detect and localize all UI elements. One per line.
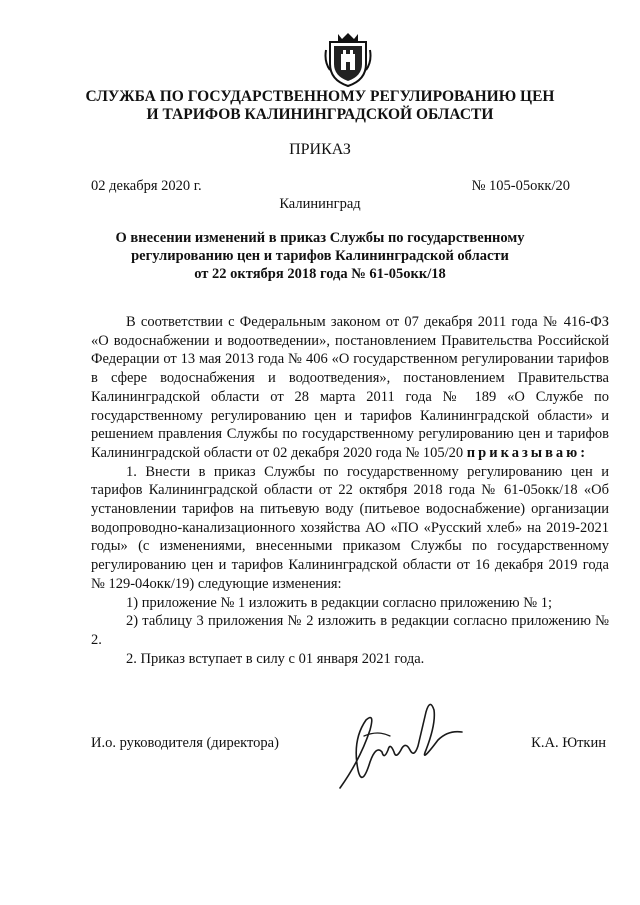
coat-of-arms-icon [324, 30, 372, 88]
agency-line-1: СЛУЖБА ПО ГОСУДАРСТВЕННОМУ РЕГУЛИРОВАНИЮ ЦЕН [85, 88, 555, 105]
sub-item-2-paragraph: 2) таблицу 3 приложения № 2 изложить в редакции согласно приложению № 2. [91, 613, 609, 648]
preamble-text: В соответствии с Федеральным законом от 07 декабря 2011 года № 416-ФЗ «О водоснабжении и водоотведении», постановлением Правительства Российской Федерации от 13 мая 2013 года № 406 «О государственном регулировании тарифов в сфере водоснабжения и водоотведения», постановлением Правительства Калининградской области от 28 марта 2011 года № 189 «О Службе по государственному регулированию цен и тарифов Калининградской области» и решением правления Службы по государственному регулированию цен и тарифов Калининградской области от 02 декабря 2020 года № 105/20 [91, 314, 609, 461]
preamble-paragraph [91, 313, 609, 463]
order-word: приказываю: [466, 444, 589, 461]
document-date: 02 декабря 2020 г. [91, 178, 202, 194]
agency-name [0, 88, 640, 124]
document-number: № 105-05окк/20 [471, 178, 570, 194]
document-subject [0, 229, 640, 283]
item-2-paragraph: 2. Приказ вступает в силу с 01 января 2021 года. [126, 650, 425, 667]
document-type: ПРИКАЗ [289, 141, 351, 158]
signatory-name: К.А. Юткин [531, 735, 606, 751]
agency-line-2: И ТАРИФОВ КАЛИНИНГРАДСКОЙ ОБЛАСТИ [146, 106, 494, 123]
handwritten-signature [330, 690, 480, 805]
sub-item-1-paragraph: 1) приложение № 1 изложить в редакции согласно приложению № 1; [126, 594, 552, 611]
document-city: Калининград [279, 196, 361, 212]
signatory-position: И.о. руководителя (директора) [91, 735, 279, 751]
item-1-paragraph: 1. Внести в приказ Службы по государственному регулированию цен и тарифов Калининградской области от 22 октября 2018 года № 61-05окк/18 «Об установлении тарифов на питьевую воду (питьевое водоснабжение) организации водопроводно-канализационного хозяйства АО «ПО «Русский хлеб» на 2019-2021 годы» (с изменениями, внесенными приказом Службы по государственному регулированию цен и тарифов Калининградской области от 16 декабря 2019 года № 129-04окк/19) следующие изменения: [91, 463, 609, 592]
subject-line-1: О внесении изменений в приказ Службы по государственному [115, 230, 525, 246]
document-body [91, 313, 609, 668]
subject-line-3: от 22 октября 2018 года № 61-05окк/18 [194, 266, 446, 282]
subject-line-2: регулированию цен и тарифов Калининградской области [131, 248, 509, 264]
